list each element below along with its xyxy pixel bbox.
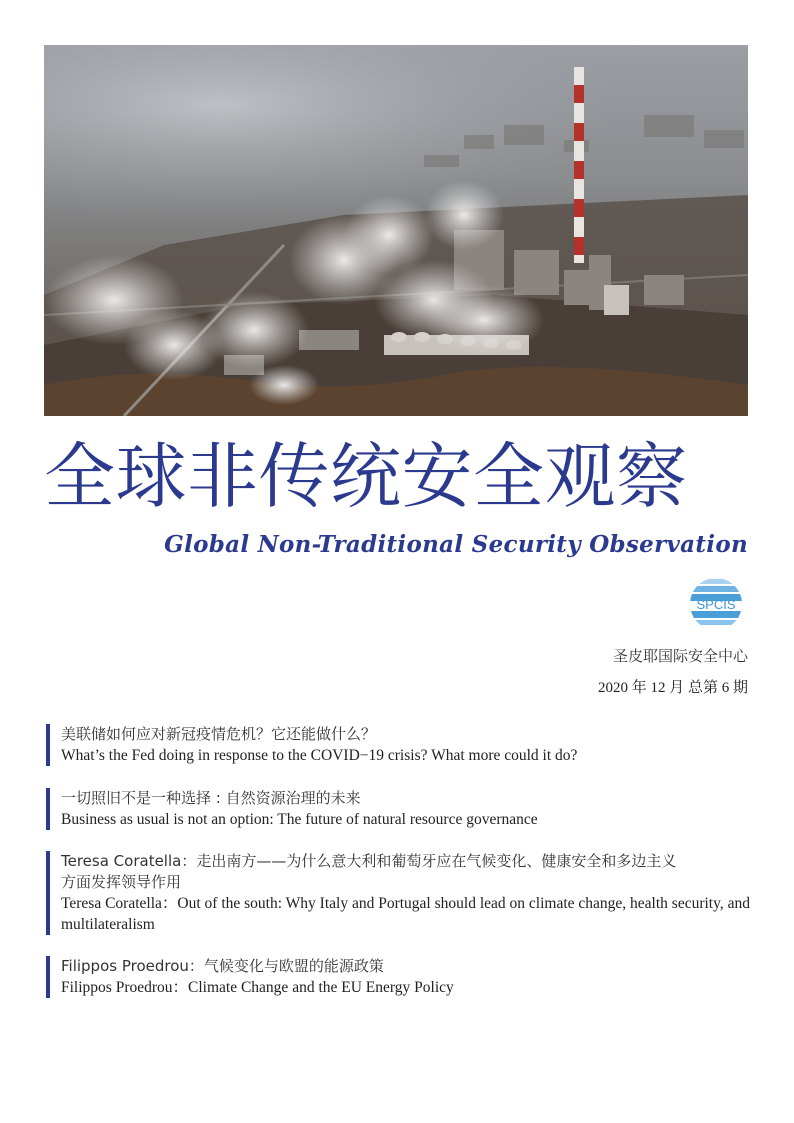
- article-title-cn: Teresa Coratella：走出南方——为什么意大利和葡萄牙应在气候变化、健康安全和多边主义方面发挥领导作用: [61, 852, 677, 891]
- cover-title-en: Global Non-Traditional Security Observation: [164, 531, 748, 558]
- article-title-en: Teresa Coratella：Out of the south: Why Italy and Portugal should lead on climate change, health security, and multilateralism: [61, 895, 750, 933]
- toc-item[interactable]: [46, 788, 765, 830]
- power-plant-image: [44, 45, 748, 416]
- globe-icon: [683, 577, 749, 631]
- article-title-cn: Filippos Proedrou：气候变化与欧盟的能源政策: [61, 957, 384, 975]
- article-title-cn: 一切照旧不是一种选择 : 自然资源治理的未来: [61, 789, 361, 807]
- cover-photo: [44, 45, 748, 416]
- organization-name: 圣皮耶国际安全中心: [612, 647, 748, 665]
- smokestack: [574, 67, 584, 263]
- cover-title-cn: 全球非传统安全观察: [44, 435, 688, 518]
- article-title-en: Filippos Proedrou：Climate Change and the EU Energy Policy: [61, 979, 454, 996]
- toc-item[interactable]: [46, 851, 750, 935]
- toc-item[interactable]: [46, 956, 765, 998]
- article-title-cn: 美联储如何应对新冠疫情危机？它还能做什么？: [61, 725, 377, 743]
- toc-item[interactable]: [46, 724, 765, 766]
- issue-date: 2020 年 12 月 总第 6 期: [597, 680, 748, 696]
- article-title-en: What’s the Fed doing in response to the COVID−19 crisis? What more could it do?: [61, 747, 578, 764]
- spcis-logo: [683, 577, 749, 631]
- logo-text: SPCIS: [696, 597, 736, 612]
- article-title-en: Business as usual is not an option: The future of natural resource governance: [61, 811, 538, 828]
